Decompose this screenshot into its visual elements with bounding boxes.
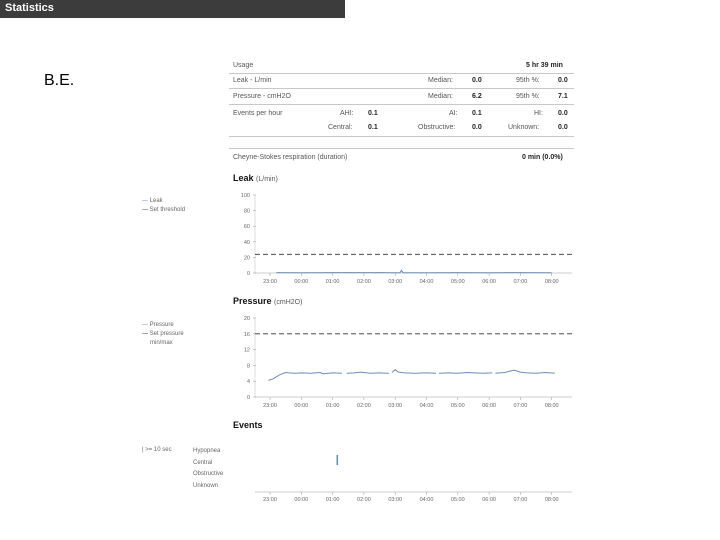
ai-label: AI: xyxy=(449,110,458,117)
x-tick-label: 01:00 xyxy=(325,403,340,409)
y-tick-label: 40 xyxy=(243,239,250,246)
y-tick-label: 20 xyxy=(243,316,250,322)
x-tick-label: 07:00 xyxy=(513,279,528,285)
pressure-median-label: Median: xyxy=(428,93,453,100)
y-tick-label: 80 xyxy=(243,208,250,215)
central-value: 0.1 xyxy=(368,124,378,131)
y-tick-label: 0 xyxy=(246,271,250,277)
unknown-label: Unknown: xyxy=(508,124,540,131)
event-row-central: Central xyxy=(193,459,213,466)
events-title: Events xyxy=(233,420,263,430)
leak-median-label: Median: xyxy=(428,77,453,84)
x-tick-label: 07:00 xyxy=(513,403,528,409)
legend-leak: Leak xyxy=(149,198,163,204)
x-tick-label: 03:00 xyxy=(388,497,403,503)
x-tick-label: 01:00 xyxy=(325,279,340,285)
ahi-value: 0.1 xyxy=(368,110,378,117)
x-tick-label: 07:00 xyxy=(513,497,528,503)
x-tick-label: 00:00 xyxy=(294,279,309,285)
leak-p95-label: 95th %: xyxy=(516,77,540,84)
x-tick-label: 08:00 xyxy=(544,497,559,503)
y-tick-label: 4 xyxy=(246,379,250,386)
x-tick-label: 08:00 xyxy=(544,279,559,285)
leak-unit: (L/min) xyxy=(256,176,278,183)
legend-set-threshold: Set threshold xyxy=(149,207,186,213)
leak-p95-value: 0.0 xyxy=(558,77,568,84)
slide-label: B.E. xyxy=(44,72,75,89)
event-row-hypopnea: Hypopnea xyxy=(193,448,221,454)
x-tick-label: 08:00 xyxy=(544,403,559,409)
cheyne-stokes-label: Cheyne-Stokes respiration (duration) xyxy=(233,154,348,161)
statistics-title: Statistics xyxy=(5,2,54,14)
y-tick-label: 16 xyxy=(243,331,250,338)
y-tick-label: 60 xyxy=(243,224,250,231)
y-tick-label: 20 xyxy=(243,255,250,262)
x-tick-label: 02:00 xyxy=(357,497,371,503)
x-tick-label: 03:00 xyxy=(388,403,403,409)
ahi-label: AHI: xyxy=(340,110,354,117)
x-tick-label: 05:00 xyxy=(450,497,465,503)
pressure-p95-label: 95th %: xyxy=(516,93,540,100)
x-tick-label: 05:00 xyxy=(450,403,465,409)
legend-min-max: min/max xyxy=(150,340,173,346)
y-tick-label: 0 xyxy=(246,395,250,401)
leak-title: Leak xyxy=(233,173,254,183)
ai-value: 0.1 xyxy=(472,110,482,117)
pressure-unit: (cmH2O) xyxy=(274,299,303,306)
obstructive-value: 0.0 xyxy=(472,124,482,131)
x-tick-label: 23:00 xyxy=(263,497,277,503)
usage-label: Usage xyxy=(233,62,254,69)
usage-value: 5 hr 39 min xyxy=(526,62,563,69)
x-tick-label: 23:00 xyxy=(263,279,277,285)
x-tick-label: 06:00 xyxy=(482,279,496,285)
central-label: Central: xyxy=(328,124,353,131)
pressure-row-label: Pressure - cmH2O xyxy=(233,93,291,100)
pressure-legend: — Pressure — Set pressure min/max xyxy=(142,322,184,346)
y-tick-label: 100 xyxy=(240,193,250,199)
x-tick-label: 02:00 xyxy=(357,279,371,285)
obstructive-label: Obstructive: xyxy=(418,124,456,131)
leak-legend: — Leak — Set threshold xyxy=(142,198,186,213)
events-row-label: Events per hour xyxy=(233,110,283,117)
legend-event-duration: | >= 10 sec xyxy=(142,447,172,453)
event-row-obstructive: Obstructive xyxy=(193,471,224,477)
legend-set-pressure: Set pressure xyxy=(149,331,184,337)
leak-median-value: 0.0 xyxy=(472,77,482,84)
x-tick-label: 05:00 xyxy=(450,279,465,285)
legend-pressure: Pressure xyxy=(149,322,174,328)
x-tick-label: 01:00 xyxy=(325,497,340,503)
pressure-median-value: 6.2 xyxy=(472,93,482,100)
x-tick-label: 04:00 xyxy=(419,497,434,503)
hi-label: HI: xyxy=(534,110,543,117)
pressure-p95-value: 7.1 xyxy=(558,93,568,100)
y-tick-label: 12 xyxy=(243,347,250,354)
x-tick-label: 04:00 xyxy=(419,403,434,409)
unknown-value: 0.0 xyxy=(558,124,568,131)
x-tick-label: 03:00 xyxy=(388,279,403,285)
event-row-unknown: Unknown xyxy=(193,482,219,489)
x-tick-label: 00:00 xyxy=(294,403,309,409)
x-tick-label: 00:00 xyxy=(294,497,309,503)
pressure-title: Pressure xyxy=(233,296,272,306)
leak-row-label: Leak - L/min xyxy=(233,77,272,84)
x-tick-label: 04:00 xyxy=(419,279,434,285)
hi-value: 0.0 xyxy=(558,110,568,117)
x-tick-label: 06:00 xyxy=(482,403,496,409)
x-tick-label: 02:00 xyxy=(357,403,371,409)
y-tick-label: 8 xyxy=(246,363,250,370)
cheyne-stokes-value: 0 min (0.0%) xyxy=(522,154,563,161)
x-tick-label: 23:00 xyxy=(263,403,277,409)
x-tick-label: 06:00 xyxy=(482,497,496,503)
